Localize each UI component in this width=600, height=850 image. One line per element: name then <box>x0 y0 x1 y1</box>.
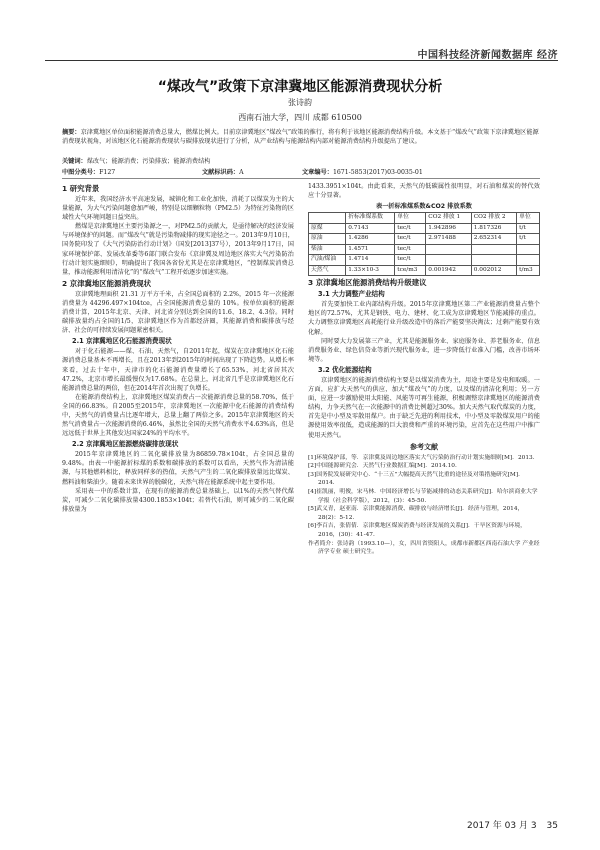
clc-label: 中图分类号： <box>62 169 100 176</box>
table-header-cell: 单位 <box>517 213 540 224</box>
keywords-text: 煤改气；能源消费；污染排放；能源消费结构 <box>86 158 211 165</box>
paragraph: 京津冀地理面积 21.31 万平方千米，占全国总面积的 2.2%，2015 年一次能源消费量为 44296.497×104tce，占全国能源消费总量的 10%。按单位面积的能源消费计算，2015年北京、天津、河北省分别达到全国的11.6、18.2、4.3倍。同时碳排放量约占全国的1/5，京津冀地区作为首都经济圈，其能源消费和碳排放与经济、社会的可持续发展问题紧密相关。 <box>62 290 294 335</box>
table-row <box>309 234 540 245</box>
issue-date: 2017 年 03 月 3 <box>467 821 537 831</box>
paragraph: 同时要大力发展第三产业，尤其是能源服务业、家庭服务业、养老服务业、信息消费服务业、绿色信贷业等新兴现代服务业，进一步降低行业准入门槛，改善市场环境等。 <box>308 337 540 363</box>
paragraph: 近年来，我国经济水平高速发展，城镇化和工业化加快，消耗了以煤炭为主的大量能源，为大气污染问题愈加严峻，特别是以细颗粒物（PM2.5）为特征污染物的区域性大气环境问题日益突出。 <box>62 196 294 222</box>
author-note: 作者简介：张诗韵（1993.10—），女，四川省资阳人，成都市新都区西南石油大学 产业经济学专业 硕士研究生。 <box>308 540 540 556</box>
table-cell: 1.942896 <box>426 223 471 234</box>
table-cell: 0.001942 <box>426 265 471 276</box>
emission-factor-table <box>308 212 540 276</box>
table-caption: 表一折标准煤系数&CO2 排放系数 <box>376 203 472 211</box>
header-text: 中国科技经济新闻数据库 经济 <box>417 50 558 61</box>
paragraph: 京津冀地区的能源消费结构主要是以煤炭消费为主，用途主要是发电和取暖。一方面，应扩大天然气的供应，加大“煤改气”的力度，以及煤的清洁化利用；另一方面，应进一步激励使用太阳能、风能等可再生能源，积极调整京津冀地区的能源消费结构，力争天然气在一次能源中的消费比例超过30%。加大天然气取代煤炭的力度，首先是中小型及零散用煤户。由于缺乏先进的利用技术，中小型及零散煤炭用户的能源使用效率很低，造成能源的巨大浪费和严重的环境污染，应首先在这些用户中推广使用天然气。 <box>308 376 540 439</box>
table-cell: 1.4571 <box>346 244 395 255</box>
author: 张诗韵 <box>288 98 312 107</box>
table-cell: 柴油 <box>309 244 346 255</box>
table-cell: 原煤 <box>309 223 346 234</box>
table-cell: 0.7143 <box>346 223 395 234</box>
table-cell: 2.971488 <box>426 234 471 245</box>
table-header-cell: 折标准煤系数 <box>346 213 395 224</box>
table-header-row <box>309 213 540 224</box>
reference-item: [1]环境保护部，等．京津冀及周边地区落实大气污染防治行动计划实施细则[M]．2013. <box>308 454 535 461</box>
table-cell: 原油 <box>309 234 346 245</box>
paragraph: 2015年京津冀地区的二氧化碳排放量为86859.78×104t，占全国总量的9.48%。由表一中能源折标煤的系数和碳排放的系数可以看出，天然气作为清洁能源，与其他燃料相比，释放同样多的热值，天然气产生的二氧化碳排放量远比煤炭、燃料油和柴油少。随着未来世界的脱碳化，天然气将在能源系统中起主要作用。 <box>62 451 294 486</box>
reference-item: [3]国务院发展研究中心．“十三五”大幅提高天然气比重的途径及对策措施研究[M]．2014. <box>308 471 524 487</box>
page-number: 35 <box>546 821 558 831</box>
table-cell: 0.002012 <box>471 265 516 276</box>
table-cell <box>471 244 516 255</box>
divider <box>62 178 540 179</box>
affiliation: 西南石油大学，四川 成都 610500 <box>238 113 362 122</box>
table-cell <box>517 244 540 255</box>
paragraph: 对于化石能源——煤、石油、天然气，自2011年起，煤炭在京津冀地区化石能源消费总量基本不再增长，且在2013年到2015年的时间出现了下降趋势。从增长率来看，过去十年中，天津市的化石能源消费量增长了65.53%，河北省居其次47.2%，北京市增长最缓慢仅为17.68%。在总量上，河北省几乎是京津冀地区化石能源消费总量的两倍，但在2014年首次出现了负增长。 <box>62 348 294 392</box>
reference-item: [2]中国能源研究会．天然气行业数据汇编[M]．2014.10. <box>308 463 457 470</box>
doc-value: A <box>239 169 244 176</box>
page-footer <box>457 818 558 831</box>
left-column <box>62 182 294 514</box>
section-3-1-title: 3.1 大力调整产业结构 <box>318 290 385 299</box>
table-cell: tce/m3 <box>395 265 426 276</box>
table-cell: t/m3 <box>517 265 540 276</box>
abstract-text: 京津冀地区单位面积能源消费总量大，燃煤比例大。目前京津冀地区“煤改气”政策的推行，将有利于该地区能源消费结构升级。本文基于“煤改气”政策下京津冀地区能源消费现状视角，对该地区化石能源消费现状与碳排放现状进行了分析，从产业结构与能源结构内部对能源消费结构升级提出了建议。 <box>62 129 539 145</box>
right-column <box>308 182 540 557</box>
table-cell: t/t <box>517 223 540 234</box>
section-2-1-title: 2.1 京津冀地区化石能源消费现状 <box>72 337 172 346</box>
table-header-cell: CO2 排放 1 <box>426 213 471 224</box>
section-3-title: 3 京津冀地区能源消费结构升级建议 <box>308 278 427 288</box>
table-cell: 1.4714 <box>346 255 395 266</box>
table-cell: tec/t <box>395 255 426 266</box>
table-cell <box>517 255 540 266</box>
paragraph: 燃煤是京津冀地区主要污染源之一，对PM2.5的贡献大，是亟待解决的经济发展与环境保护的问题。而“煤改气”就是污染物减排的现实途径之一。2013年9月10日，国务院印发了《大气污染防治行动计划》（国发[2013]37号），2013年9月17日，国家环境保护部、发展改革委等6部门联合发布《京津冀及周边地区落实大气污染防治行动计划实施细则》，明确提出了我国各省份尤其是在京津冀地区，“控制煤炭消费总量，推动能源利用清洁化”的“煤改气”工程开始逐步加速实施。 <box>62 223 294 276</box>
table-cell: tec/t <box>395 244 426 255</box>
keywords <box>62 157 540 166</box>
table-cell: 1.817326 <box>471 223 516 234</box>
paragraph: 在能源消费结构上，京津冀地区煤炭消费占一次能源消费总量的58.70%，低于全国的66.83%。自2005至2015年，京津冀地区一次能源中化石能源的消费结构中，天然气的消费量占比逐年增大，总量上翻了两倍之多。2015年京津冀地区的天然气消费量占一次能源消费的6.46%，虽然比全国的天然气消费水平4.63%高，但是远远低于世界上其他发达国家24%的平均水平。 <box>62 393 294 438</box>
table-cell: tec/t <box>395 234 426 245</box>
header-rule <box>45 60 558 61</box>
table-cell: 2.652314 <box>471 234 516 245</box>
table-cell: tec/t <box>395 223 426 234</box>
abstract <box>62 128 540 146</box>
article-title: “煤改气”政策下京津冀地区能源消费现状分析 <box>157 79 443 95</box>
section-2-title: 2 京津冀地区能源消费现状 <box>62 278 152 288</box>
table-row <box>309 255 540 266</box>
art-label: 文章编号： <box>302 169 333 176</box>
reference-item: [4]崔凯丽，明俊，宋马林．中国经济增长与节能减排的动态关系研究[J]．哈尔滨商业大学学报（社会科学版），2012，(3)：45-50. <box>308 489 538 504</box>
paragraph: 1433.3951×104t。由此看来，天然气的低碳属性很明显，对石油和煤炭的替代效应十分显著。 <box>308 183 540 200</box>
section-3-2-title: 3.2 优化能源结构 <box>318 365 372 374</box>
page-header <box>0 38 600 68</box>
reference-list <box>308 454 540 557</box>
art-value: 1671-5853(2017)03-0035-01 <box>332 169 423 176</box>
doc-label: 文献标识码： <box>202 169 240 176</box>
table-header-cell: CO2 排放 2 <box>471 213 516 224</box>
table-cell: 1.33×10-3 <box>346 265 395 276</box>
table-cell: 汽油/煤油 <box>309 255 346 266</box>
table-header-cell <box>309 213 346 224</box>
table-header-cell: 单位 <box>395 213 426 224</box>
paragraph: 采用表一中的系数计算，在现有的能源消费总量基础上，以1%的天然气替代煤炭，可减少二氧化碳排放量4300.1853×104t；若替代石油，则可减少的二氧化碳排放量为 <box>62 487 294 513</box>
keywords-label: 关键词： <box>62 158 87 165</box>
section-2-2-title: 2.2 京津冀地区能源燃烧碳排放现状 <box>72 440 179 449</box>
paragraph: 首先要加快工业内部结构升级。2015年京津冀地区第二产业能源消费量占整个地区的72.57%，尤其是钢铁、电力、建材、化工成为京津冀地区节能减排的重点。大力调整京津冀地区高耗能行业升级改造中的落后产能要坚决淘汰；过剩产能要有效化解。 <box>308 301 540 336</box>
reference-item: [6]李百吉，张倩倩．京津冀地区煤炭消费与经济发展的关系[J]．干旱区资源与环境，2016，(30)：41-47. <box>308 523 526 539</box>
table-cell <box>426 255 471 266</box>
table-cell: 天然气 <box>309 265 346 276</box>
table-cell: 1.4286 <box>346 234 395 245</box>
table-cell <box>426 244 471 255</box>
abstract-label: 摘要： <box>62 129 81 136</box>
table-row <box>309 265 540 276</box>
table-row <box>309 223 540 234</box>
references-title: 参考文献 <box>410 442 438 451</box>
table-cell: t/t <box>517 234 540 245</box>
table-row <box>309 244 540 255</box>
clc-value: F127 <box>99 169 116 176</box>
table-cell <box>471 255 516 266</box>
reference-item: [5]武义青，赵亚南．京津冀能源消费、碳排放与经济增长[J]．经济与管理，2014，28(2)：5-12. <box>308 506 524 521</box>
section-1-title: 1 研究背景 <box>62 184 100 193</box>
